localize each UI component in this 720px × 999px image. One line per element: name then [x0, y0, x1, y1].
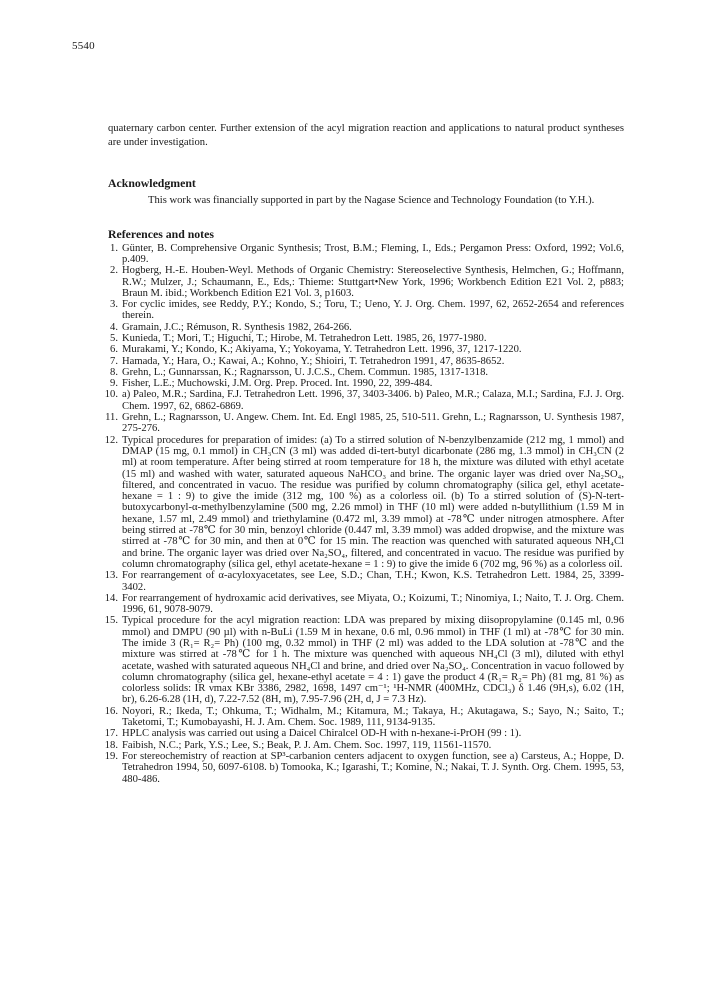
reference-item — [104, 750, 624, 785]
reference-text: Murakami, Y.; Kondo, K.; Akiyama, Y.; Yokoyama, Y. Tetrahedron Lett. 1996, 37, 1217-1220. — [122, 344, 522, 356]
reference-item — [108, 322, 624, 333]
reference-number: 1. — [110, 242, 118, 254]
acknowledgment-text: This work was financially supported in part by the Nagase Science and Technology Foundation (to Y.H.). — [148, 195, 595, 207]
reference-item — [108, 243, 624, 266]
reference-number: 18. — [104, 739, 118, 751]
reference-item — [108, 367, 624, 378]
reference-text: Gramain, J.C.; Rémuson, R. Synthesis 1982, 264-266. — [122, 321, 352, 333]
reference-number: 17. — [104, 728, 118, 740]
reference-text: Grehn, L.; Gunnarssan, K.; Ragnarsson, U. J.C.S., Chem. Commun. 1985, 1317-1318. — [122, 366, 489, 378]
reference-item — [108, 344, 624, 355]
reference-text: a) Paleo, M.R.; Sardina, F.J. Tetrahedron Lett. 1996, 37, 3403-3406. b) Paleo, M.R.; Calaza, M.I.; Sardina, F.J. J. Org. Chem. 1997, 62, 6862-6869. — [122, 389, 624, 412]
reference-item — [108, 265, 624, 299]
reference-text: For rearrangement of α-acyloxyacetates, see Lee, S.D.; Chan, T.H.; Kwon, K.S. Tetrahedron Lett. 1984, 25, 3399-3402. — [122, 570, 624, 593]
reference-text: Hogberg, H.-E. Houben-Weyl. Methods of Organic Chemistry: Stereoselective Synthesis, Helmchen, G.; Hoffmann, R.W.; Mulzer, J.; Schaumann, E., Eds,: Thieme: Stuttgart•New York, 1996; Workbench Edition E21 Vol. 2, p883; Braun M. ibid.; Workbench Edition E21 Vol. 3, p1603. — [122, 265, 624, 299]
reference-text: Grehn, L.; Ragnarsson, U. Angew. Chem. Int. Ed. Engl 1985, 25, 510-511. Grehn, L.; Ragnarsson, U. Synthesis 1987, 275-276. — [122, 412, 624, 435]
reference-number: 13. — [104, 570, 118, 582]
reference-number: 2. — [110, 265, 118, 277]
page-number: 5540 — [72, 40, 95, 52]
page-content — [104, 122, 624, 785]
reference-number: 7. — [110, 355, 118, 367]
references-list — [104, 242, 624, 785]
acknowledgment-heading: Acknowledgment — [108, 176, 196, 191]
reference-number: 10. — [104, 389, 118, 401]
reference-item — [104, 728, 624, 740]
reference-number: 8. — [110, 366, 118, 378]
reference-number: 19. — [104, 750, 118, 762]
reference-text: Kunieda, T.; Mori, T.; Higuchi, T.; Hirobe, M. Tetrahedron Lett. 1985, 26, 1977-1980. — [122, 332, 487, 344]
reference-item — [104, 434, 624, 571]
reference-number: 16. — [104, 705, 118, 717]
reference-number: 3. — [110, 299, 118, 311]
intro-paragraph: quaternary carbon center. Further extension of the acyl migration reaction and applications to natural product syntheses are under investigation. — [108, 123, 624, 149]
reference-number: 9. — [110, 378, 118, 390]
reference-number: 5. — [110, 332, 118, 344]
reference-text: HPLC analysis was carried out using a Daicel Chiralcel OD-H with n-hexane-i-PrOH (99 : 1). — [122, 728, 522, 740]
reference-text: Typical procedures for preparation of imides: (a) To a stirred solution of N-benzylbenzamide (212 mg, 1 mmol) and DMAP (15 mg, 0.1 mmol) in CH₃CN (3 ml) was added di-tert-butyl dicarbonate (286 mg, 1.3 mmol) in CH₃CN (2 ml) at room temperature. After being stirred at room temperature for 18 h, the mixture was diluted with ethyl acetate (15 ml) and washed with water, saturated aqueous NaHCO₃ and brine. The organic layer was dried over Na₂SO₄, filtered, and concentrated in vacuo. The residue was purified by column chromatography (silica gel, ethyl acetate-hexane = 1 : 9) to give the imide (312 mg, 100 %) as a colorless oil. (b) To a stirred solution of (S)-N-tert-butoxycarbonyl-α-methylbenzylamine (500 mg, 2.26 mmol) in THF (10 ml) were added n-butyllithium (1.59 M in hexane, 1.57 ml, 2.49 mmol) and triethylamine (0.472 ml, 3.39 mmol) at -78℃ under nitrogen atmosphere. After being stirred at -78℃ for 30 min, benzoyl chloride (0.447 ml, 3.39 mmol) was added dropwise, and the mixture was stirred at -78℃ for 30 min, and then at 0℃ for 15 min. The reaction was quenched with saturated aqueous NH₄Cl and brine. The organic layer was dried over Na₂SO₄, filtered, and concentrated in vacuo. The residue was purified by column chromatography (silica gel, ethyl acetate-hexane = 1 : 9) to give the imide 6 (702 mg, 96 %) as a colorless oil. — [122, 434, 624, 570]
reference-number: 4. — [110, 321, 118, 333]
reference-item — [104, 570, 624, 593]
reference-item — [104, 592, 624, 616]
reference-item — [108, 356, 624, 367]
reference-text: For stereochemistry of reaction at SP³-carbanion centers adjacent to oxygen function, see a) Carsteus, A.; Hoppe, D. Tetrahedron 1994, 50, 6097-6108. b) Tomooka, K.; Igarashi, T.; Komine, N.; Nakai, T. J. Synth. Org. Chem. 1995, 53, 480-486. — [122, 750, 624, 785]
reference-number: 15. — [104, 615, 118, 627]
reference-number: 6. — [110, 344, 118, 356]
reference-number: 14. — [104, 592, 118, 604]
reference-number: 12. — [104, 434, 118, 446]
reference-number: 11. — [105, 412, 118, 424]
reference-text: Faibish, N.C.; Park, Y.S.; Lee, S.; Beak, P. J. Am. Chem. Soc. 1997, 119, 11561-11570. — [122, 739, 492, 751]
reference-item — [105, 412, 624, 435]
reference-item — [104, 615, 624, 706]
reference-text: Hamada, Y.; Hara, O.; Kawai, A.; Kohno, Y.; Shioiri, T. Tetrahedron 1991, 47, 8635-8652. — [122, 355, 505, 367]
reference-item — [108, 333, 624, 344]
reference-item — [104, 739, 624, 751]
reference-text: Typical procedure for the acyl migration reaction: LDA was prepared by mixing diisopropylamine (0.145 ml, 0.96 mmol) and DMPU (90 µl) with n-BuLi (1.59 M in hexane, 0.6 ml, 0.96 mmol) in THF (1 ml) at -78℃ for 30 min. The imide 3 (R₁= R₂= Ph) (100 mg, 0.32 mmol) in THF (2 ml) was added to the LDA solution at -78℃ and the mixture was stirred at -78℃ for 1 h. The mixture was quenched with aqueous NH₄Cl (3 ml), diluted with ethyl acetate, washed with saturated aqueous NH₄Cl and brine, and dried over Na₂SO₄. Concentration in vacuo followed by column chromatography (silica gel, hexane-ethyl acetate = 4 : 1) gave the product 4 (R₁= R₂= Ph) (81 mg, 81 %) as colorless solids: IR νmax KBr 3386, 2982, 1698, 1497 cm⁻¹; ¹H-NMR (400MHz, CDCl₃) δ 1.46 (9H,s), 6.02 (1H, br), 6.26-6.28 (1H, d), 7.22-7.52 (8H, m), 7.95-7.96 (2H, d, J = 7.3 Hz). — [122, 615, 624, 706]
reference-text: Fisher, L.E.; Muchowski, J.M. Org. Prep. Proced. Int. 1990, 22, 399-484. — [122, 378, 433, 390]
reference-text: For rearrangement of hydroxamic acid derivatives, see Miyata, O.; Koizumi, T.; Ninomiya, I.; Naito, T. J. Org. Chem. 1996, 61, 9078-9079. — [122, 592, 624, 616]
reference-text: Noyori, R.; Ikeda, T.; Ohkuma, T.; Widhalm, M.; Kitamura, M.; Takaya, H.; Akutagawa, S.; Sayo, N.; Saito, T.; Taketomi, T.; Kumobayashi, H. J. Am. Chem. Soc. 1989, 111, 9134-9135. — [122, 705, 624, 729]
reference-item — [108, 299, 624, 322]
reference-item — [108, 378, 624, 389]
reference-item — [104, 389, 624, 412]
references-heading: References and notes — [108, 226, 214, 241]
reference-text: Günter, B. Comprehensive Organic Synthesis; Trost, B.M.; Fleming, I., Eds.; Pergamon Press: Oxford, 1992; Vol.6, p.409. — [122, 242, 624, 265]
reference-text: For cyclic imides, see Reddy, P.Y.; Kondo, S.; Toru, T.; Ueno, Y. J. Org. Chem. 1997, 62, 2652-2654 and references therein. — [122, 299, 624, 322]
reference-item — [104, 705, 624, 729]
